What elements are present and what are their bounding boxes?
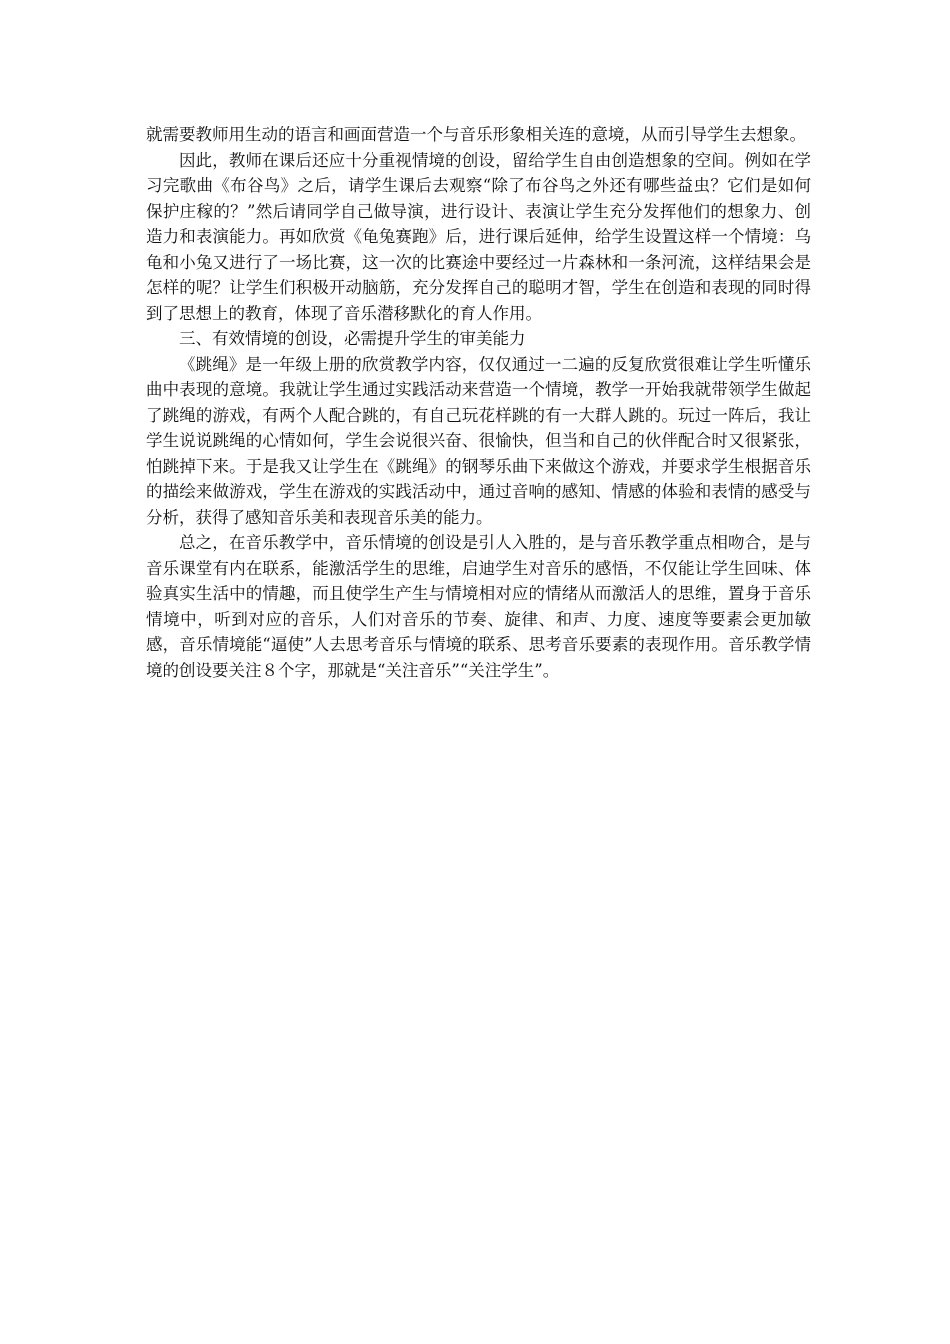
document-body <box>146 122 811 683</box>
paragraph-conclusion: 总之，在音乐教学中，音乐情境的创设是引人入胜的，是与音乐教学重点相吻合，是与音乐课堂有内在联系，能激活学生的思维，启迪学生对音乐的感悟，不仅能让学生回味、体验真实生活中的情趣，而且使学生产生与情境相对应的情绪从而激活人的思维，置身于音乐情境中，听到对应的音乐，人们对音乐的节奏、旋律、和声、力度、速度等要素会更加敏感，音乐情境能“逼使”人去思考音乐与情境的联系、思考音乐要素的表现作用。音乐教学情境的创设要关注８个字，那就是“关注音乐”“关注学生”。 <box>146 533 811 680</box>
paragraph-continuation: 就需要教师用生动的语言和画面营造一个与音乐形象相关连的意境，从而引导学生去想象。 <box>146 125 806 144</box>
section-heading-three: 三、有效情境的创设，必需提升学生的审美能力 <box>179 329 526 348</box>
paragraph-situation-creation: 因此，教师在课后还应十分重视情境的创设，留给学生自由创造想象的空间。例如在学习完歌曲《布谷鸟》之后，请学生课后去观察“除了布谷鸟之外还有哪些益虫？它们是如何保护庄稼的？”然后请同学自己做导演，进行设计、表演让学生充分发挥他们的想象力、创造力和表演能力。再如欣赏《龟兔赛跑》后，进行课后延伸，给学生设置这样一个情境：乌龟和小兔又进行了一场比赛，这一次的比赛途中要经过一片森林和一条河流，这样结果会是怎样的呢？让学生们积极开动脑筋，充分发挥自己的聪明才智，学生在创造和表现的同时得到了思想上的教育，体现了音乐潜移默化的育人作用。 <box>146 150 811 323</box>
paragraph-jump-rope: 《跳绳》是一年级上册的欣赏教学内容，仅仅通过一二遍的反复欣赏很难让学生听懂乐曲中表现的意境。我就让学生通过实践活动来营造一个情境，教学一开始我就带领学生做起了跳绳的游戏，有两个人配合跳的，有自己玩花样跳的有一大群人跳的。玩过一阵后，我让学生说说跳绳的心情如何，学生会说很兴奋、很愉快，但当和自己的伙伴配合时又很紧张，怕跳掉下来。于是我又让学生在《跳绳》的钢琴乐曲下来做这个游戏，并要求学生根据音乐的描绘来做游戏，学生在游戏的实践活动中，通过音响的感知、情感的体验和表情的感受与分析，获得了感知音乐美和表现音乐美的能力。 <box>146 354 811 527</box>
